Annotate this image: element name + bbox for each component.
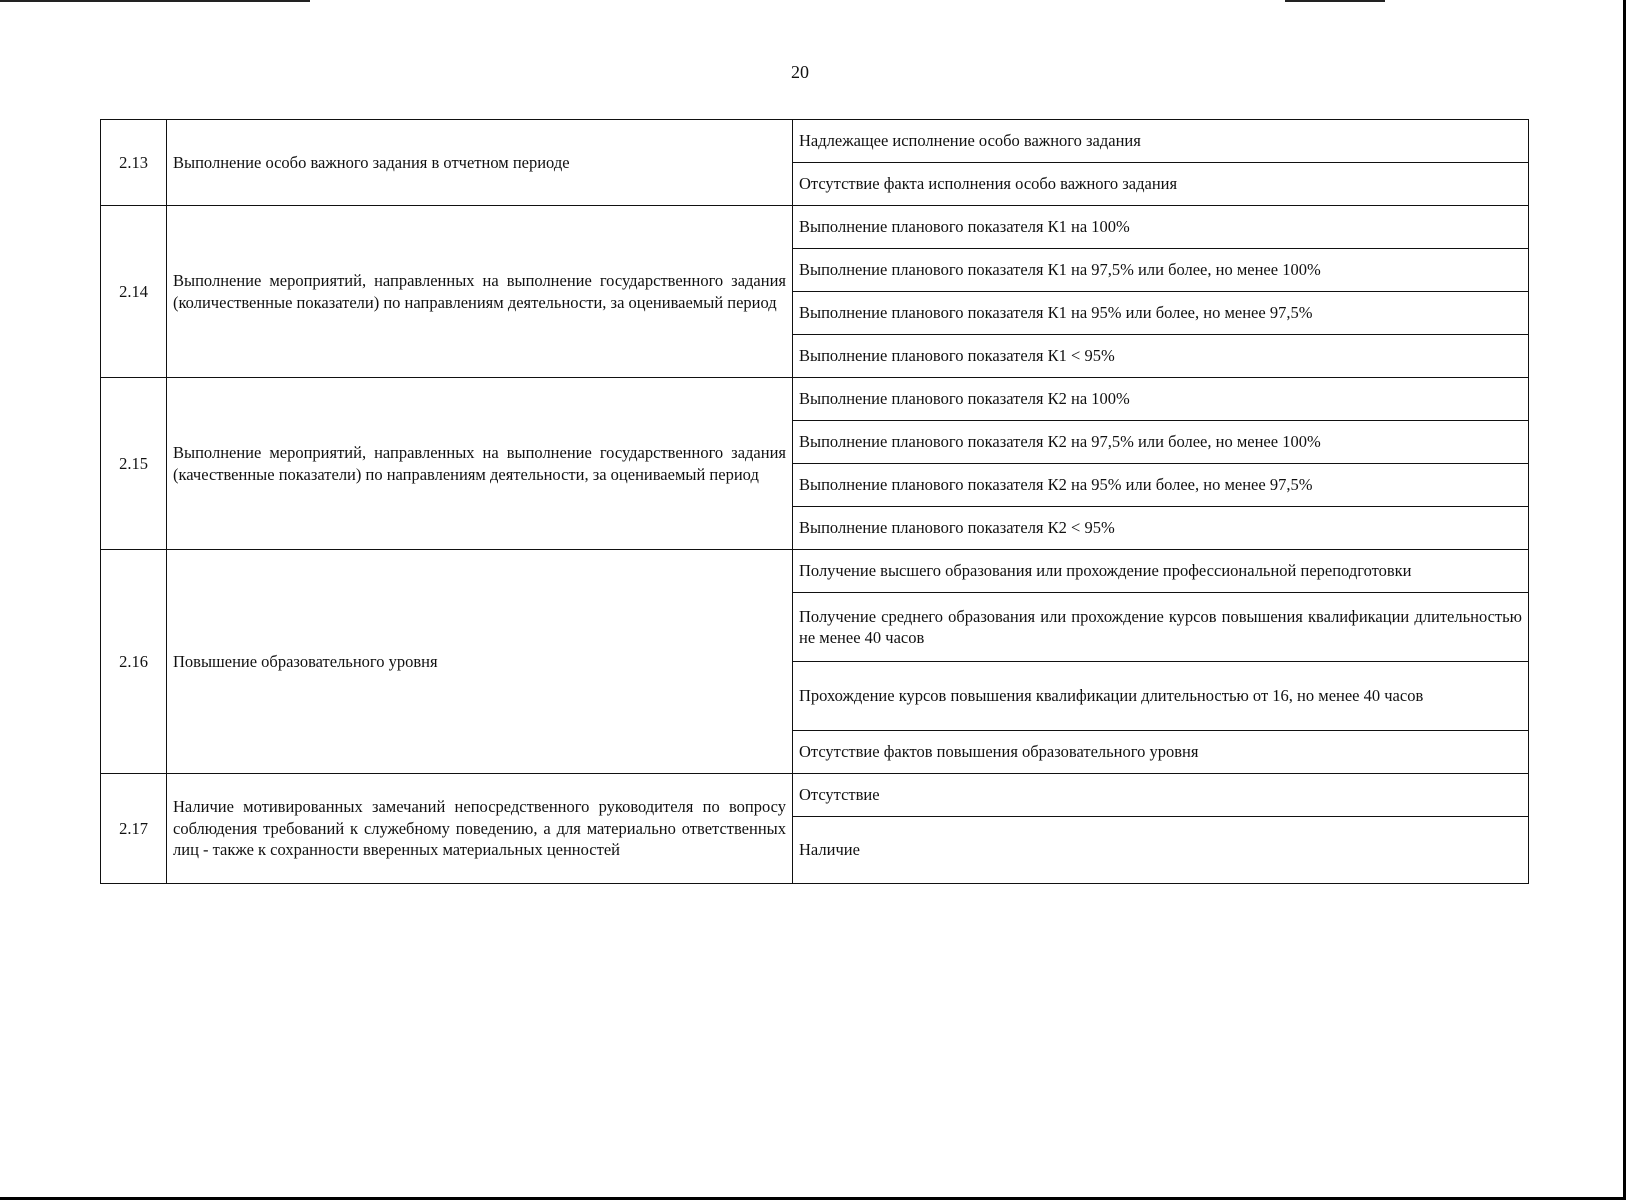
- indicator-cell: Получение высшего образования или прохождение профессиональной переподготовки: [793, 550, 1529, 593]
- indicator-cell: Выполнение планового показателя К2 < 95%: [793, 507, 1529, 550]
- criterion-number: 2.14: [101, 206, 167, 378]
- scan-top-edge-right: [1285, 0, 1385, 2]
- table-row: [101, 550, 1529, 593]
- criterion-description: Выполнение мероприятий, направленных на выполнение государственного задания (качественные показатели) по направлениям деятельности, за оцениваемый период: [167, 378, 793, 550]
- indicator-cell: Прохождение курсов повышения квалификации длительностью от 16, но менее 40 часов: [793, 662, 1529, 731]
- indicator-cell: Отсутствие: [793, 774, 1529, 817]
- indicator-cell: Отсутствие факта исполнения особо важного задания: [793, 163, 1529, 206]
- criterion-number: 2.16: [101, 550, 167, 774]
- criterion-number: 2.17: [101, 774, 167, 884]
- indicator-cell: Выполнение планового показателя К2 на 100%: [793, 378, 1529, 421]
- indicator-cell: Выполнение планового показателя К1 на 100%: [793, 206, 1529, 249]
- table-row: [101, 378, 1529, 421]
- criterion-description: Выполнение мероприятий, направленных на выполнение государственного задания (количественные показатели) по направлениям деятельности, за оцениваемый период: [167, 206, 793, 378]
- page-number: 20: [791, 62, 809, 82]
- table-row: [101, 774, 1529, 817]
- criterion-number: 2.15: [101, 378, 167, 550]
- indicator-cell: Выполнение планового показателя К2 на 95% или более, но менее 97,5%: [793, 464, 1529, 507]
- indicator-cell: Отсутствие фактов повышения образовательного уровня: [793, 731, 1529, 774]
- indicator-cell: Выполнение планового показателя К1 на 95% или более, но менее 97,5%: [793, 292, 1529, 335]
- indicator-cell: Наличие: [793, 817, 1529, 884]
- table-row: [101, 206, 1529, 249]
- criterion-description: Повышение образовательного уровня: [167, 550, 793, 774]
- indicator-cell: Выполнение планового показателя К2 на 97,5% или более, но менее 100%: [793, 421, 1529, 464]
- indicator-cell: Выполнение планового показателя К1 < 95%: [793, 335, 1529, 378]
- table-row: [101, 120, 1529, 163]
- criteria-table: [100, 119, 1529, 884]
- indicator-cell: Выполнение планового показателя К1 на 97,5% или более, но менее 100%: [793, 249, 1529, 292]
- criterion-number: 2.13: [101, 120, 167, 206]
- indicator-cell: Надлежащее исполнение особо важного задания: [793, 120, 1529, 163]
- scan-top-edge-left: [0, 0, 310, 2]
- indicator-cell: Получение среднего образования или прохождение курсов повышения квалификации длительностью не менее 40 часов: [793, 593, 1529, 662]
- criterion-description: Наличие мотивированных замечаний непосредственного руководителя по вопросу соблюдения требований к служебному поведению, а для материально ответственных лиц - также к сохранности вверенных материальных ценностей: [167, 774, 793, 884]
- criterion-description: Выполнение особо важного задания в отчетном периоде: [167, 120, 793, 206]
